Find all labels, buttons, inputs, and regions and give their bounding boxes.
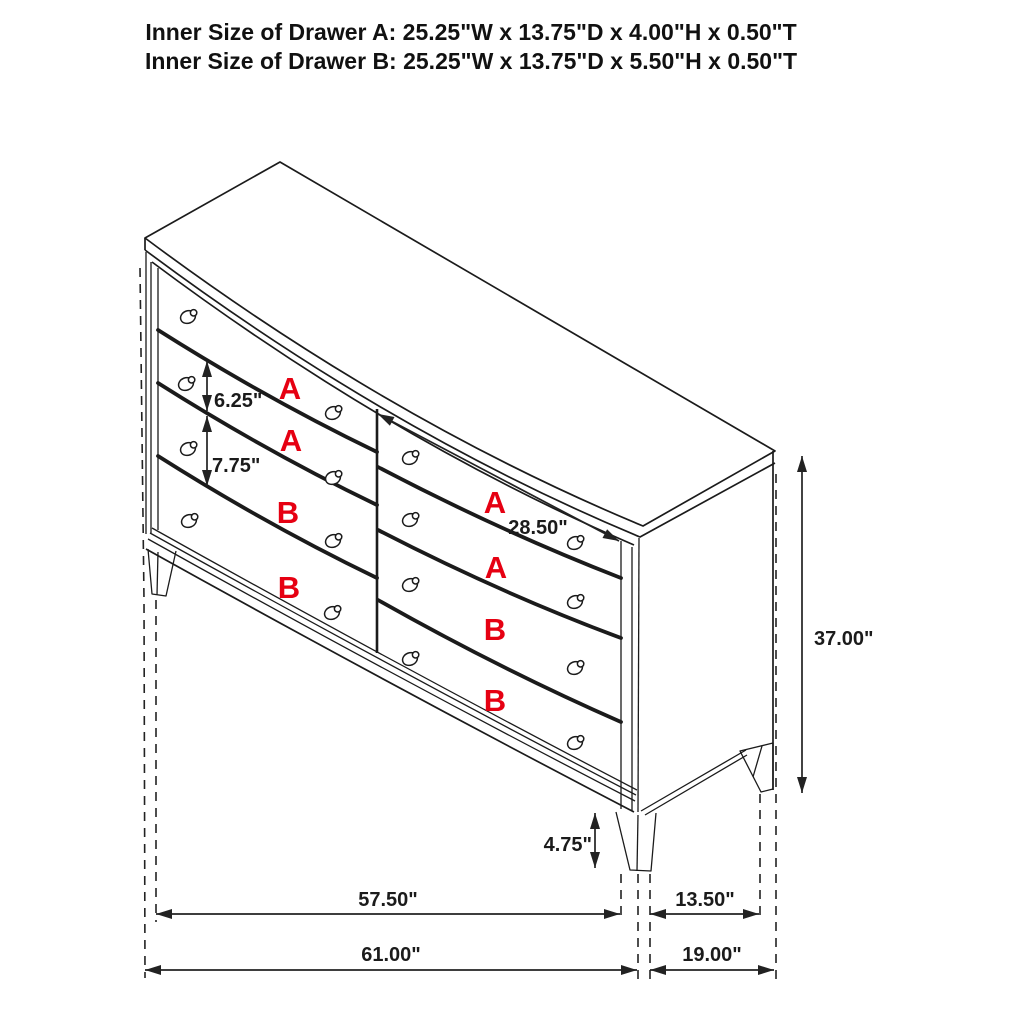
left-bank-drawer2-label: A bbox=[279, 423, 303, 458]
drawer-knob bbox=[566, 734, 585, 751]
drawer-b-inner-size-title: Inner Size of Drawer B: 25.25"W x 13.75"D x 5.50"H x 0.50"T bbox=[144, 48, 798, 74]
drawer-knob bbox=[401, 576, 420, 593]
dim-drawer-a-face-height-label: 6.25" bbox=[214, 390, 263, 412]
extension-lines bbox=[140, 268, 776, 979]
drawer-knob bbox=[179, 440, 198, 457]
drawer-knob bbox=[324, 404, 343, 421]
drawer-knob bbox=[566, 659, 585, 676]
base-molding bbox=[146, 528, 637, 812]
drawer-knob bbox=[566, 534, 585, 551]
right-bank-drawer4-label: B bbox=[483, 683, 507, 718]
drawer-knob bbox=[401, 449, 420, 466]
dim-overall-height bbox=[797, 456, 874, 793]
dim-front-leg-span-label: 57.50" bbox=[358, 889, 418, 911]
drawer-knob bbox=[177, 375, 196, 392]
drawer-knob bbox=[566, 593, 585, 610]
dim-overall-width bbox=[145, 944, 637, 975]
front-left-leg bbox=[148, 549, 176, 596]
drawer-knob bbox=[324, 532, 343, 549]
drawer-a-inner-size-title: Inner Size of Drawer A: 25.25"W x 13.75"D x 4.00"H x 0.50"T bbox=[145, 19, 797, 45]
right-bank-drawer3-label: B bbox=[483, 612, 507, 647]
dim-overall-depth-label: 19.00" bbox=[682, 944, 742, 966]
front-right-leg bbox=[616, 812, 656, 871]
dim-side-leg-span bbox=[650, 889, 759, 919]
back-right-leg bbox=[740, 743, 773, 792]
dim-overall-height-label: 37.00" bbox=[814, 628, 874, 650]
dim-front-leg-span bbox=[156, 889, 620, 919]
left-bank-drawer4-label: B bbox=[277, 570, 301, 605]
drawer-knob bbox=[179, 308, 198, 325]
dim-drawer-b-face-height-label: 7.75" bbox=[212, 455, 261, 477]
dim-leg-height bbox=[544, 813, 600, 868]
cabinet-top bbox=[145, 162, 775, 537]
right-bank-drawer1-label: A bbox=[483, 485, 507, 520]
dim-bank-width-label: 28.50" bbox=[508, 517, 568, 539]
dim-side-leg-span-label: 13.50" bbox=[675, 889, 735, 911]
drawer-knob bbox=[324, 469, 343, 486]
dim-leg-height-label: 4.75" bbox=[543, 834, 592, 856]
drawer-knob bbox=[401, 511, 420, 528]
cabinet-body bbox=[146, 252, 773, 815]
dim-overall-width-label: 61.00" bbox=[361, 944, 421, 966]
right-bank-drawer2-label: A bbox=[484, 550, 508, 585]
left-bank-drawer3-label: B bbox=[276, 495, 300, 530]
drawer-knob bbox=[401, 650, 420, 667]
drawer-knob bbox=[180, 512, 199, 529]
drawer-knob bbox=[323, 604, 342, 621]
left-bank-drawer1-label: A bbox=[278, 371, 302, 406]
dim-overall-depth bbox=[650, 944, 774, 975]
